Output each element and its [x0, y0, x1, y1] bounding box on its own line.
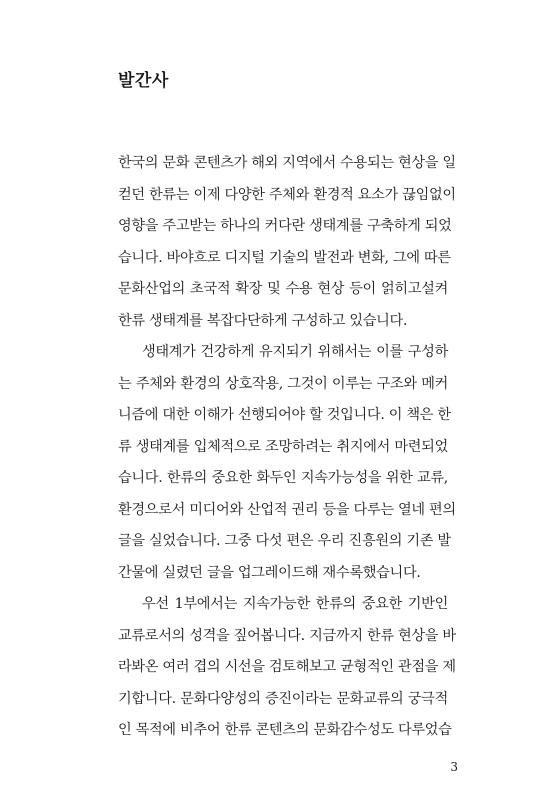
text-line: 교류로서의 성격을 짚어봅니다. 지금까지 한류 현상을 바 [118, 627, 456, 644]
text-line: 문화산업의 초국적 확장 및 수용 현상 등이 얽히고설켜 [118, 281, 448, 297]
page-number: 3 [450, 760, 458, 774]
text-line: 우선 1부에서는 지속가능한 한류의 중요한 기반인 [142, 596, 448, 612]
text-line: 간물에 실렸던 글을 업그레이드해 재수록했습니다. [118, 564, 421, 581]
text-line: 환경으로서 미디어와 산업적 권리 등을 다루는 열네 편의 [118, 501, 456, 518]
text-line: 습니다. 바야흐로 디지털 기술의 발전과 변화, 그에 따른 [118, 249, 451, 266]
text-line: 한국의 문화 콘텐츠가 해외 지역에서 수용되는 현상을 일 [118, 155, 456, 171]
body-text [118, 148, 456, 747]
page-title: 발간사 [118, 71, 169, 91]
text-line: 인 목적에 비추어 한류 콘텐츠의 문화감수성도 다루었습 [118, 722, 452, 738]
text-line: 컫던 한류는 이제 다양한 주체와 환경적 요소가 끊임없이 [118, 186, 456, 203]
text-line: 습니다. 한류의 중요한 화두인 지속가능성을 위한 교류, [118, 470, 448, 486]
text-line: 생태계가 건강하게 유지되기 위해서는 이를 구성하 [142, 344, 448, 360]
text-line: 글을 실었습니다. 그중 다섯 편은 우리 진흥원의 기존 발 [118, 533, 451, 549]
text-line: 영향을 주고받는 하나의 커다란 생태계를 구축하게 되었 [118, 218, 452, 234]
text-line: 한류 생태계를 복잡다단하게 구성하고 있습니다. [118, 312, 408, 329]
text-line: 니즘에 대한 이해가 선행되어야 할 것입니다. 이 책은 한 [118, 407, 451, 423]
text-line: 류 생태계를 입체적으로 조망하려는 취지에서 마련되었 [118, 438, 448, 455]
text-line: 는 주체와 환경의 상호작용, 그것이 이루는 구조와 메커 [118, 375, 448, 392]
text-line: 기합니다. 문화다양성의 증진이라는 문화교류의 궁극적 [118, 690, 448, 707]
text-line: 라봐온 여러 겹의 시선을 검토해보고 균형적인 관점을 제 [118, 659, 456, 675]
